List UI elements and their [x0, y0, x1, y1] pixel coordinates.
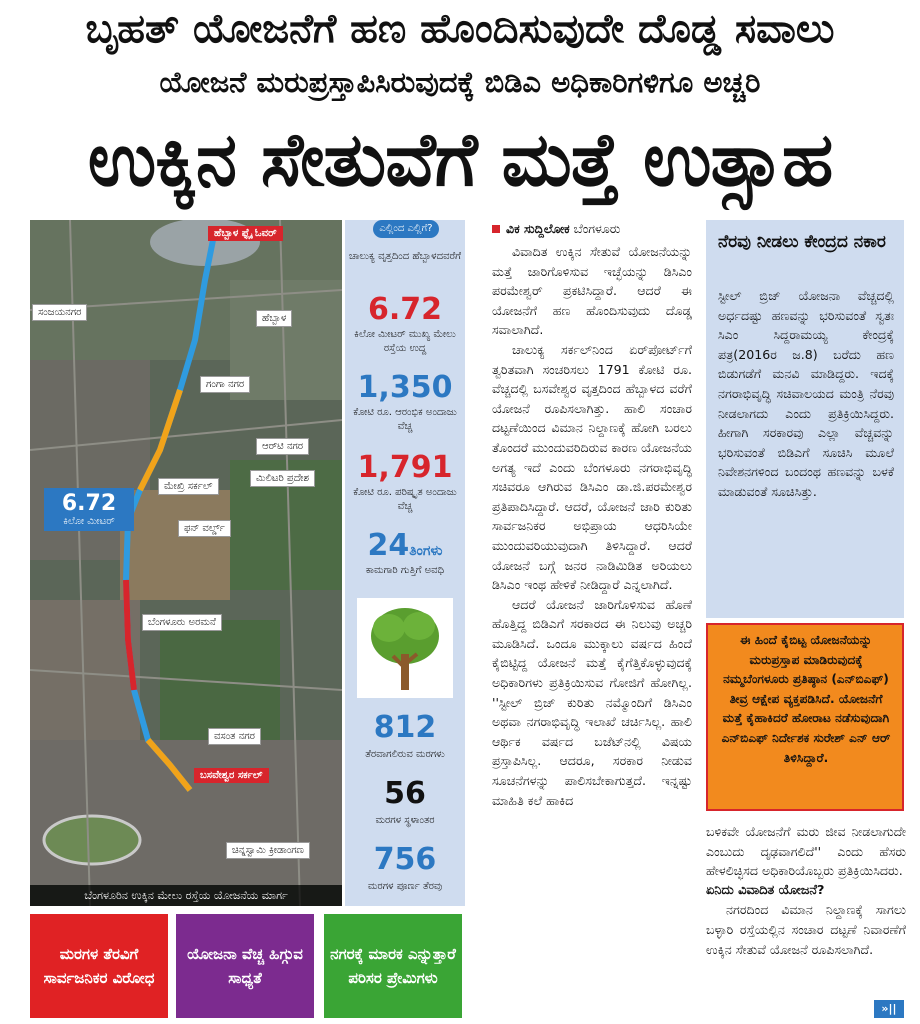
stat-trees-relocated-value: 56 [384, 776, 426, 811]
highlight-box [706, 623, 904, 811]
highlight-text: ಈ ಹಿಂದೆ ಕೈಬಿಟ್ಟ ಯೋಜನೆಯನ್ನು ಮರುಪ್ರಸ್ತಾಪ ಮಾಡಿರುವುದಕ್ಕೆ ನಮ್ಮಬೆಂಗಳೂರು ಪ್ರತಿಷ್ಠಾನ (ಎನ್‌ಬಿಎಫ್) ತೀವ್ರ ಆಕ್ಷೇಪ ವ್ಯಕ್ತಪಡಿಸಿದೆ. ಯೋಜನೆಗೆ ಮತ್ತೆ ಕೈಹಾಕಿದರೆ ಹೋರಾಟ ನಡೆಸುವುದಾಗಿ ಎನ್‌ಬಿಎಫ್ ನಿರ್ದೇಶಕ ಸುರೇಶ್ ಎನ್ ಆರ್ ತಿಳಿಸಿದ್ದಾರೆ. [721, 633, 891, 765]
sidebar-box [706, 220, 904, 618]
article-paragraph: ನಗರದಿಂದ ವಿಮಾನ ನಿಲ್ದಾಣಕ್ಕೆ ಸಾಗಲು ಬಳ್ಳಾರಿ ರಸ್ತೆಯಲ್ಲಿನ ಸಂಚಾರ ದಟ್ಟಣೆ ನಿವಾರಣೆಗೆ ಉಕ್ಕಿನ ಸೇತುವೆ ಯೋಜನೆ ರೂಪಿಸಲಾಗಿದೆ. [706, 902, 906, 957]
stat-length-value: 6.72 [367, 292, 443, 327]
sidebar-text: ಸ್ಟೀಲ್ ಬ್ರಿಜ್ ಯೋಜನಾ ವೆಚ್ಚದಲ್ಲಿ ಅರ್ಧದಷ್ಟು ಹಣವನ್ನು ಭರಿಸುವಂತೆ ಸ್ವತಃ ಸಿಎಂ ಸಿದ್ದರಾಮಯ್ಯ ಕೇಂದ್ರಕ್ಕೆ ಪತ್ರ(2016ರ ಜ.8) ಬರೆದು ಹಣ ಬಿಡುಗಡೆಗೆ ಮನವಿ ಮಾಡಿದ್ದರು. ಇದಕ್ಕೆ ನಗರಾಭಿವೃದ್ಧಿ ಸಚಿವಾಲಯದ ಮಂತ್ರಿ ನೆರವು ನೀಡಲಾಗದು ಎಂದು ಪ್ರತಿಕ್ರಿಯಿಸಿದ್ದರು. ಹೀಗಾಗಿ ಸರಕಾರವು ಎಲ್ಲಾ ವೆಚ್ಚವನ್ನು ಭರಿಸುವಂತೆ ಬಿಡಿಎಗೆ ಸೂಚಿಸಿ ಮೂಲೆ ನಿವೇಶನಗಳಿಂದ ಬಂದಂಥ ಹಣವನ್ನು ಬಳಕೆ ಮಾಡುವಂತೆ ಸೂಚಿಸಿತ್ತು. [718, 288, 894, 499]
map-label-basaveshwara-circle: ಬಸವೇಶ್ವರ ಸರ್ಕಲ್ [194, 768, 269, 783]
sidebar-title: ನೆರವು ನೀಡಲು ಕೇಂದ್ರದ ನಕಾರ [718, 232, 886, 252]
article-column-2 [706, 822, 906, 1022]
map-background [30, 220, 342, 906]
byline-square-icon [492, 225, 500, 233]
map-label-rtnagar: ಆರ್‌ಟಿ ನಗರ [256, 438, 309, 455]
map-label-hebbal-flyover: ಹೆಬ್ಬಾಳ ಫ್ಲೈ ಓವರ್ [208, 226, 283, 241]
stat-initial-cost-value: 1,350 [357, 370, 453, 405]
stat-revised-cost-label: ಕೋಟಿ ರೂ. ಪರಿಷ್ಕೃತ ಅಂದಾಜು ವೆಚ್ಚ [353, 487, 457, 512]
article-column-1 [492, 242, 692, 1022]
byline [492, 218, 702, 240]
stat-initial-cost-label: ಕೋಟಿ ರೂ. ಆರಂಭಿಕ ಅಂದಾಜು ವೆಚ್ಚ [353, 407, 457, 432]
main-headline: ಉಕ್ಕಿನ ಸೇತುವೆಗೆ ಮತ್ತೆ ಉತ್ಸಾಹ [87, 117, 833, 203]
article-paragraph: ಬಳಿಕವೇ ಯೋಜನೆಗೆ ಮರು ಜೀವ ನೀಡಲಾಗುದೇ ಎಂಬುದು ದೃಢವಾಗಲಿದೆ'' ಎಂದು ಹೆಸರು ಹೇಳಲಿಚ್ಛಿಸದ ಅಧಿಕಾರಿಯೊಬ್ಬರು ಪ್ರತಿಕ್ರಿಯಿಸಿದರು. [706, 824, 906, 879]
byline-source: ವಿಕ ಸುದ್ದಿಲೋಕ [506, 221, 570, 236]
stats-panel [345, 220, 465, 906]
map-distance-badge [44, 488, 134, 531]
map-label-hebbal: ಹೆಬ್ಬಾಳ [256, 310, 292, 327]
article-paragraph: ಚಾಲುಕ್ಯ ಸರ್ಕಲ್‌ನಿಂದ ಏರ್‌ಪೋರ್ಟ್‌ಗೆ ತ್ವರಿತವಾಗಿ ಸಂಚರಿಸಲು 1791 ಕೋಟಿ ರೂ. ವೆಚ್ಚದಲ್ಲಿ ಬಸವೇಶ್ವರ ವೃತ್ತದಿಂದ ಹೆಬ್ಬಾಳದ ವರೆಗೆ ಯೋಜನೆ ರೂಪಿಸಲಾಗಿತ್ತು. ಹಾಲಿ ಸಂಚಾರ ದಟ್ಟಣೆಯಿಂದ ವಿಮಾನ ನಿಲ್ದಾಣಕ್ಕೆ ಹೋಗಿ ಬರಲು ತೊಂದರೆ ಮುಂದುವರಿದಿರುವ ಕಾರಣ ಯೋಜನೆಯ ಅಗತ್ಯ ಇದೆ ಎಂದು ಬೆಂಗಳೂರು ನಗರಾಭಿವೃದ್ಧಿ ಸಚಿವರೂ ಆಗಿರುವ ಡಿಸಿಎಂ ಡಾ.ಜಿ.ಪರಮೇಶ್ವರ ಪ್ರತಿಪಾದಿಸಿದ್ದಾರೆ. ಆದರೆ, ಯೋಜನೆ ಜಾರಿ ಕುರಿತು ಸಾರ್ವಜನಿಕರ ಅಭಿಪ್ರಾಯ ಆಧರಿಸಿಯೇ ಮುಂದುವರಿಯುವುದಾಗಿ ತಿಳಿಸಿದ್ದಾರೆ. ಆದರೆ ಯೋಜನೆ ಬಗ್ಗೆ ಜನರ ನಾಡಿಮಿಡಿತ ಅರಿಯಲು ಡಿಸಿಎಂ ಇಂಥ ಹೇಳಿಕೆ ನೀಡಿದ್ದಾರೆ ಎನ್ನಲಾಗಿದೆ. [492, 341, 692, 593]
article-paragraph: ವಿವಾದಿತ ಉಕ್ಕಿನ ಸೇತುವೆ ಯೋಜನೆಯನ್ನು ಮತ್ತೆ ಜಾರಿಗೊಳಿಸುವ ಇಚ್ಛೆಯನ್ನು ಡಿಸಿಎಂ ಪರಮೇಶ್ವರ್ ಪ್ರಕಟಿಸಿದ್ದಾರೆ. ಆದರೆ ಈ ಯೋಜನೆಗೆ ಹಣ ಹೊಂದಿಸುವುದು ದೊಡ್ಡ ಸವಾಲಾಗಿದೆ. [492, 244, 692, 338]
stat-trees-removed-label: ತೆರವಾಗಲಿರುವ ಮರಗಳು [365, 749, 445, 760]
callout-tree-opposition: ಮರಗಳ ತೆರವಿಗೆ ಸಾರ್ವಜನಿಕರ ವಿರೋಧ [30, 914, 168, 1018]
map-distance-unit: ಕಿಲೋ ಮೀಟರ್ [63, 516, 115, 527]
map-label-palace: ಬೆಂಗಳೂರು ಅರಮನೆ [142, 614, 222, 631]
map-label-military-area: ಮಿಲಿಟರಿ ಪ್ರದೇಶ [250, 470, 315, 487]
headline-line-2: ಯೋಜನೆ ಮರುಪ್ರಸ್ತಾಪಿಸಿರುವುದಕ್ಕೆ ಬಿಡಿಎ ಅಧಿಕಾರಿಗಳಿಗೂ ಅಚ್ಚರಿ [159, 65, 761, 99]
continue-icon: »|| [874, 1000, 904, 1018]
map-label-ganganagar: ಗಂಗಾ ನಗರ [200, 376, 250, 393]
stat-duration-value: 24 [367, 528, 410, 563]
stat-duration [345, 528, 465, 569]
stat-trees-cleared-label: ಮರಗಳ ಪೂರ್ಣ ತೆರವು [367, 881, 443, 892]
stat-trees-removed-value: 812 [373, 710, 437, 745]
byline-city: ಬೆಂಗಳೂರು [573, 221, 621, 236]
stat-trees-relocated-label: ಮರಗಳ ಸ್ಥಳಾಂತರ [375, 815, 435, 826]
tree-icon [357, 598, 453, 698]
stat-duration-label: ಕಾಮಗಾರಿ ಗುತ್ತಿಗೆ ಅವಧಿ [365, 565, 445, 576]
map-label-fun-world: ಫನ್ ವರ್ಲ್ಡ್ [178, 520, 231, 537]
map-label-mekhri-circle: ಮೇಖ್ರಿ ಸರ್ಕಲ್ [158, 478, 219, 495]
map-label-chinnaswamy: ಚಿನ್ನಸ್ವಾಮಿ ಕ್ರೀಡಾಂಗಣ [226, 842, 310, 859]
map-label-vasanthanagar: ವಸಂತ ನಗರ [208, 728, 261, 745]
stat-duration-unit: ತಿಂಗಳು [409, 543, 443, 559]
map-label-sanjayanagar: ಸಂಜಯನಗರ [32, 304, 87, 321]
stat-trees-cleared-value: 756 [373, 842, 437, 877]
tree-illustration [357, 598, 453, 698]
route-map [30, 220, 342, 906]
map-distance-value: 6.72 [61, 491, 117, 516]
stats-tag: ಎಲ್ಲಿಂದ ಎಲ್ಲಿಗೆ? [373, 220, 439, 238]
stat-revised-cost-value: 1,791 [357, 450, 453, 485]
article-paragraph: ಆದರೆ ಯೋಜನೆ ಜಾರಿಗೊಳಿಸುವ ಹೊಣೆ ಹೊತ್ತಿದ್ದ ಬಿಡಿಎಗೆ ಸರಕಾರದ ಈ ನಿಲುವು ಅಚ್ಚರಿ ಮೂಡಿಸಿದೆ. ಒಂದೂ ಮುಕ್ಕಾಲು ವರ್ಷದ ಹಿಂದೆ ಕೈಬಿಟ್ಟಿದ್ದ ಯೋಜನೆ ಮತ್ತೆ ಕೈಗೆತ್ತಿಕೊಳ್ಳುವುದಕ್ಕೆ ಅಧಿಕಾರಿಗಳು ಪ್ರತಿಕ್ರಿಯಿಸುವ ಗೋಜಿಗೆ ಹೋಗಿಲ್ಲ. ''ಸ್ಟೀಲ್ ಬ್ರಿಜ್ ಕುರಿತು ನಮ್ಮೊಂದಿಗೆ ಡಿಸಿಎಂ ಅಥವಾ ನಗರಾಭಿವೃದ್ಧಿ ಇಲಾಖೆ ಚರ್ಚಿಸಿಲ್ಲ. ಹಾಲಿ ಆರ್ಥಿಕ ವರ್ಷದ ಬಜೆಟ್‌ನಲ್ಲಿ ವಿಷಯ ಪ್ರಸ್ತಾಪಿಸಿಲ್ಲ. ಆದರೂ, ಸರಕಾರ ನೀಡುವ ಸೂಚನೆಗಳನ್ನು ಪಾಲಿಸಬೇಕಾಗುತ್ತದೆ. ಇನ್ನಷ್ಟು ಮಾಹಿತಿ ಕಲೆ ಹಾಕಿದ [492, 596, 692, 808]
map-caption: ಬೆಂಗಳೂರಿನ ಉಕ್ಕಿನ ಮೇಲು ರಸ್ತೆಯ ಯೋಜನೆಯ ಮಾರ್ಗ [30, 885, 342, 906]
callout-cost-escalation: ಯೋಜನಾ ವೆಚ್ಚ ಹಿಗ್ಗುವ ಸಾಧ್ಯತೆ [176, 914, 314, 1018]
subheading: ಏನಿದು ವಿವಾದಿತ ಯೋಜನೆ? [706, 882, 825, 898]
stat-length-label: ಕಿಲೋ ಮೀಟರ್ ಮುಖ್ಯ ಮೇಲು ರಸ್ತೆಯ ಉದ್ದ [354, 329, 456, 354]
headline-line-1: ಬೃಹತ್ ಯೋಜನೆಗೆ ಹಣ ಹೊಂದಿಸುವುದೇ ದೊಡ್ಡ ಸವಾಲು [85, 6, 835, 52]
stats-route: ಚಾಲುಕ್ಯ ವೃತ್ತದಿಂದ ಹೆಬ್ಬಾಳದವರೆಗೆ [349, 251, 461, 262]
callout-environmentalists: ನಗರಕ್ಕೆ ಮಾರಕ ಎನ್ನುತ್ತಾರೆ ಪರಿಸರ ಪ್ರೇಮಿಗಳು [324, 914, 462, 1018]
